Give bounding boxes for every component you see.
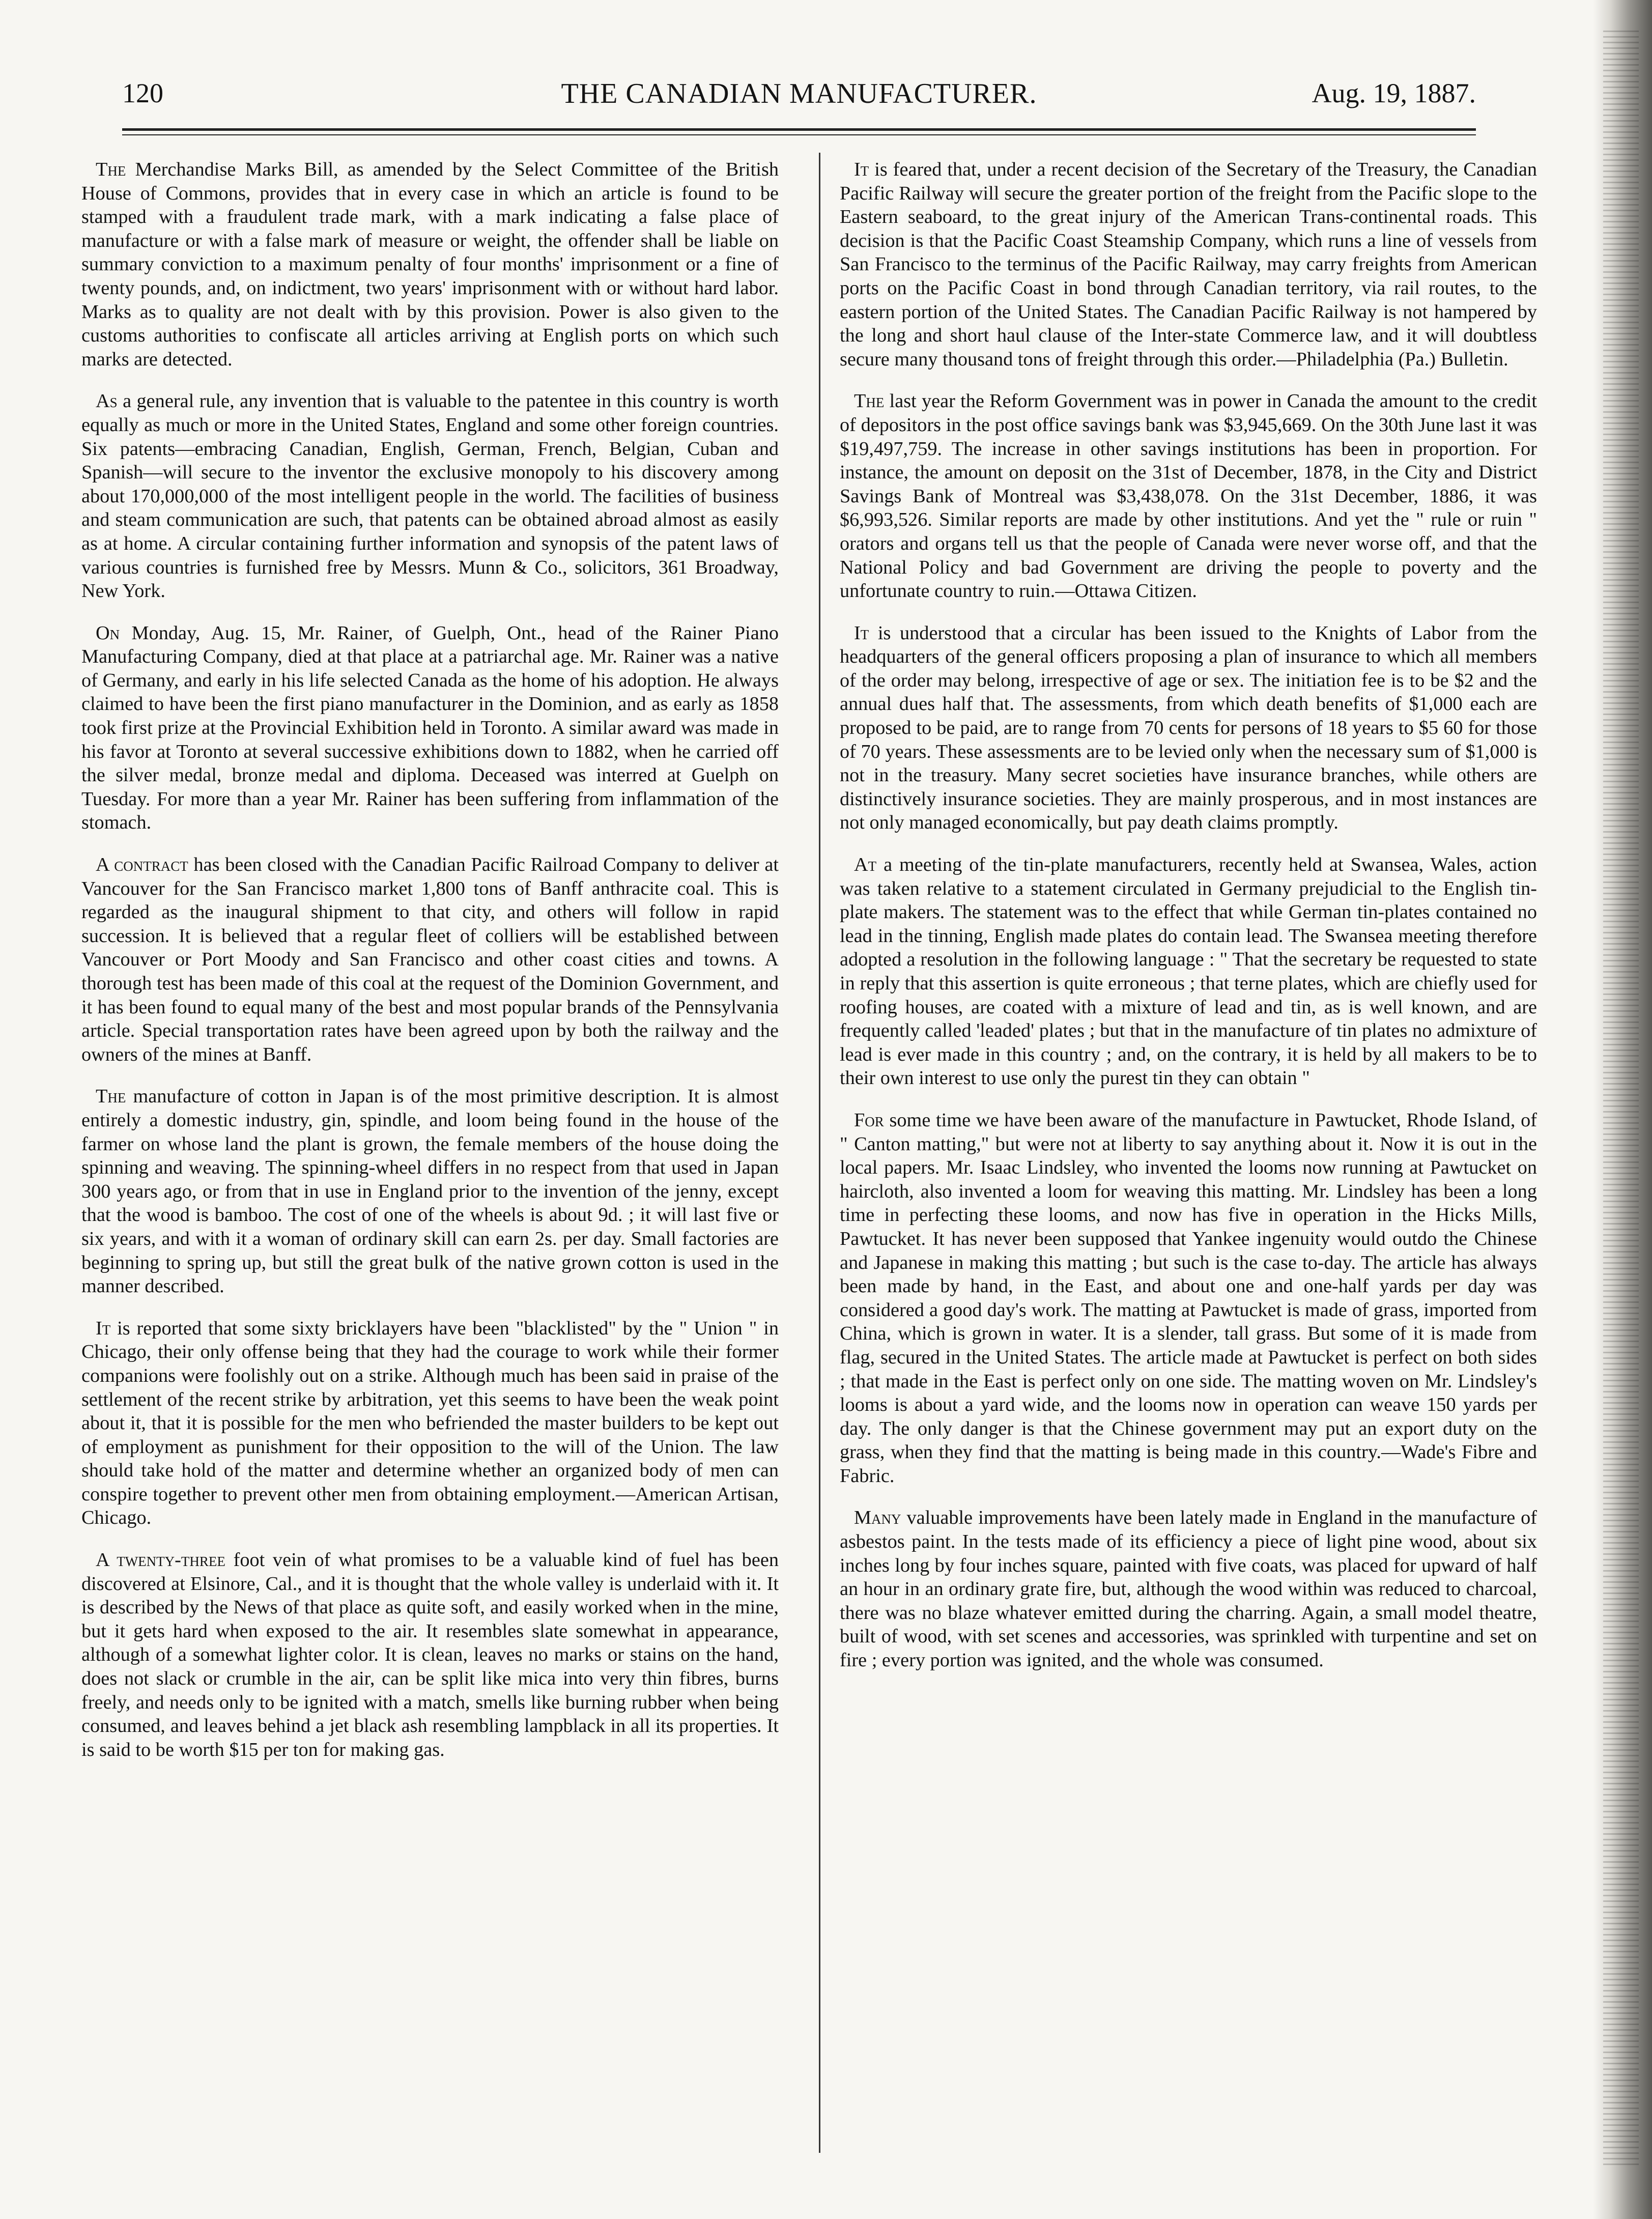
left-column: [81, 158, 779, 2143]
article-banff-coal: A contract has been closed with the Canadian Pacific Railroad Company to deliver at Vancouver for the San Francisco market 1,800 tons of Banff anthracite coal. This is regarded as the inaugural shipment to that city, and others will follow in rapid succession. It is believed that a regular fleet of colliers will be established between Vancouver or Port Moody and San Francisco and other coast cities and towns. A thorough test has been made of this coal at the request of the Dominion Government, and it has been found to equal many of the best and most popular brands of the Pennsylvania article. Special transportation rates have been agreed upon by both the railway and the owners of the mines at Banff.: [81, 854, 779, 1065]
article-japan-cotton: The manufacture of cotton in Japan is of the most primitive description. It is almost entirely a domestic industry, gin, spindle, and loom being found in the house of the farmer on whose land the plant is grown, the female members of the house doing the spinning and weaving. The spinning-wheel differs in no respect from that used in Japan 300 years ago, or from that in use in England prior to the invention of the jenny, except that the wood is bamboo. The cost of one of the wheels is about 9d. ; it will last five or six years, and with it a woman of ordinary skill can earn 2s. per day. Small factories are beginning to spring up, but still the great bulk of the native grown cotton is used in the manner described.: [81, 1086, 779, 1297]
article-savings-bank: The last year the Reform Government was in power in Canada the amount to the credit of depositors in the post office savings bank was $3,945,669. On the 30th June last it was $19,497,759. The increase in other savings institutions has been in proportion. For instance, the amount on deposit on the 31st of December, 1878, in the City and District Savings Bank of Montreal was $3,438,078. On the 31st December, 1886, it was $6,993,526. Similar reports are made by other institutions. And yet the " rule or ruin " orators and organs tell us that the people of Canada were never worse off, and that the National Policy and bad Government are driving the people to poverty and the unfortunate country to ruin.—Ottawa Citizen.: [840, 390, 1537, 602]
header-rule-thick: [122, 128, 1476, 131]
article-canton-matting: For some time we have been aware of the manufacture in Pawtucket, Rhode Island, of " Canton matting," but were not at liberty to say anything about it. Now it is out in the local papers. Mr. Isaac Lindsley, who invented the looms now running at Pawtucket on haircloth, also invented a loom for weaving this matting. Mr. Lindsley has been a long time in perfecting these looms, and now has five in operation in the Hicks Mills, Pawtucket. It has never been supposed that Yankee ingenuity would outdo the Chinese and Japanese in making this matting ; but such is the case to-day. The article has always been made by hand, in the East, and about one and one-half yards per day was considered a good day's work. The matting at Pawtucket is made of grass, imported from China, which is grown in water. It is a slender, tall grass. But some of it is made from flag, secured in the United States. The article made at Pawtucket is perfect on both sides ; that made in the East is perfect only on one side. The matting woven on Mr. Lindsley's looms is about a yard wide, and the looms now in operation can weave 150 yards per day. The only danger is that the Chinese government may put an export duty on the grass, when they find that the matting is being made in this country.—Wade's Fibre and Fabric.: [840, 1109, 1537, 1487]
column-divider: [819, 153, 820, 2153]
right-column: [840, 158, 1537, 2143]
issue-date: Aug. 19, 1887.: [1312, 78, 1476, 108]
article-elsinore-fuel: A twenty-three foot vein of what promises to be a valuable kind of fuel has been discovered at Elsinore, Cal., and it is thought that the whole valley is underlaid with it. It is described by the News of that place as quite soft, and easily worked when in the mine, but it gets hard when exposed to the air. It resembles slate somewhat in appearance, although of a somewhat lighter color. It is clean, leaves no marks or stains on the hand, does not slack or crumble in the air, can be split like mica into very thin fibres, burns freely, and needs only to be ignited with a match, smells like burning rubber when being consumed, and leaves behind a jet black ash resembling lampblack in all its properties. It is said to be worth $15 per ton for making gas.: [81, 1549, 779, 1760]
article-tin-plate: At a meeting of the tin-plate manufacturers, recently held at Swansea, Wales, action was taken relative to a statement circulated in Germany prejudicial to the English tin-plate makers. The statement was to the effect that while German tin-plates contained no lead in the tinning, English made plates do contain lead. The Swansea meeting therefore adopted a resolution in the following language : " That the secretary be requested to state in reply that this assertion is quite erroneous ; that terne plates, which are chiefly used for roofing houses, are coated with a mixture of lead and tin, as is well known, and are frequently called 'leaded' plates ; but that in the manufacture of tin plates no admixture of lead is ever made in this country ; and, on the contrary, it is held by all makers to be to their own interest to use only the purest tin they can obtain ": [840, 854, 1537, 1089]
article-pacific-railway: It is feared that, under a recent decision of the Secretary of the Treasury, the Canadian Pacific Railway will secure the greater portion of the freight from the Pacific slope to the Eastern seaboard, to the great injury of the American Trans-continental roads. This decision is that the Pacific Coast Steamship Company, which runs a line of vessels from San Francisco to the terminus of the Pacific Railway, may carry freights from American ports on the Pacific Coast in bond through Canadian territory, via rail routes, to the eastern portion of the United States. The Canadian Pacific Railway is not hampered by the long and short haul clause of the Inter-state Commerce law, and it will doubtless secure many thousand tons of freight through this order.—Philadelphia (Pa.) Bulletin.: [840, 159, 1537, 370]
article-patents: As a general rule, any invention that is valuable to the patentee in this country is worth equally as much or more in the United States, England and some other foreign countries. Six patents—embracing Canadian, English, German, French, Belgian, Cuban and Spanish—will secure to the inventor the exclusive monopoly to his discovery among about 170,000,000 of the most intelligent people in the world. The facilities of business and steam communication are such, that patents can be obtained abroad almost as easily as at home. A circular containing further information and synopsis of the patent laws of various countries is furnished free by Messrs. Munn & Co., solicitors, 361 Broadway, New York.: [81, 390, 779, 602]
article-merchandise-marks: The Merchandise Marks Bill, as amended by the Select Committee of the British House of Commons, provides that in every case in which an article is found to be stamped with a fraudulent trade mark, with a mark indicating a false place of manufacture or with a false mark of measure or weight, the offender shall be liable on summary conviction to a maximum penalty of four months' imprisonment or a fine of twenty pounds, and, on indictment, two years' imprisonment with or without hard labor. Marks as to quality are not dealt with by this provision. Power is also given to the customs authorities to confiscate all articles arriving at English ports on which such marks are detected.: [81, 159, 779, 370]
article-bricklayers: It is reported that some sixty bricklayers have been "blacklisted" by the " Union " in Chicago, their only offense being that they had the courage to work while their former companions were foolishly out on a strike. Although much has been said in praise of the settlement of the recent strike by arbitration, yet this seems to have been the weak point about it, that it is possible for the men who befriended the master builders to be kept out of employment as punishment for their opposition to the will of the Union. The law should take hold of the matter and determine whether an organized body of men can conspire together to prevent other men from obtaining employment.—American Artisan, Chicago.: [81, 1317, 779, 1529]
article-asbestos-paint: Many valuable improvements have been lately made in England in the manufacture of asbestos paint. In the tests made of its efficiency a piece of light pine wood, about six inches long by four inches square, painted with five coats, was placed for upward of half an hour in an ordinary grate fire, but, although the wood within was reduced to charcoal, there was no blaze whatever emitted during the charring. Again, a small model theatre, built of wood, with set scenes and accessories, was sprinkled with turpentine and set on fire ; every portion was ignited, and the whole was consumed.: [840, 1507, 1537, 1671]
article-knights-of-labor: It is understood that a circular has been issued to the Knights of Labor from the headquarters of the general officers proposing a plan of insurance to which all members of the order may belong, irrespective of age or sex. The initiation fee is to be $2 and the annual dues half that. The assessments, from which death benefits of $1,000 each are proposed to be paid, are to range from 70 cents for persons of 18 years to $5 60 for those of 70 years. These assessments are to be levied only when the necessary sum of $1,000 is not in the treasury. Many secret societies have insurance branches, while others are distinctively insurance societies. They are mainly prosperous, and in most instances are not only managed economically, but pay death claims promptly.: [840, 622, 1537, 834]
page-header: [122, 77, 1476, 113]
article-rainer-obituary: On Monday, Aug. 15, Mr. Rainer, of Guelph, Ont., head of the Rainer Piano Manufacturing Company, died at that place at a patriarchal age. Mr. Rainer was a native of Germany, and early in his life selected Canada as the home of his adoption. He always claimed to have been the first piano manufacturer in the Dominion, and as early as 1858 took first prize at the Provincial Exhibition held in Toronto. A similar award was made in his favor at Toronto at several successive exhibitions down to 1882, when he carried off the silver medal, bronze medal and diploma. Deceased was interred at Guelph on Tuesday. For more than a year Mr. Rainer has been suffering from inflammation of the stomach.: [81, 622, 779, 834]
journal-title: THE CANADIAN MANUFACTURER.: [561, 78, 1037, 109]
scanned-page-edge-texture: [1603, 31, 1639, 2168]
header-rule-thin: [122, 134, 1476, 135]
page-number: 120: [122, 78, 163, 108]
